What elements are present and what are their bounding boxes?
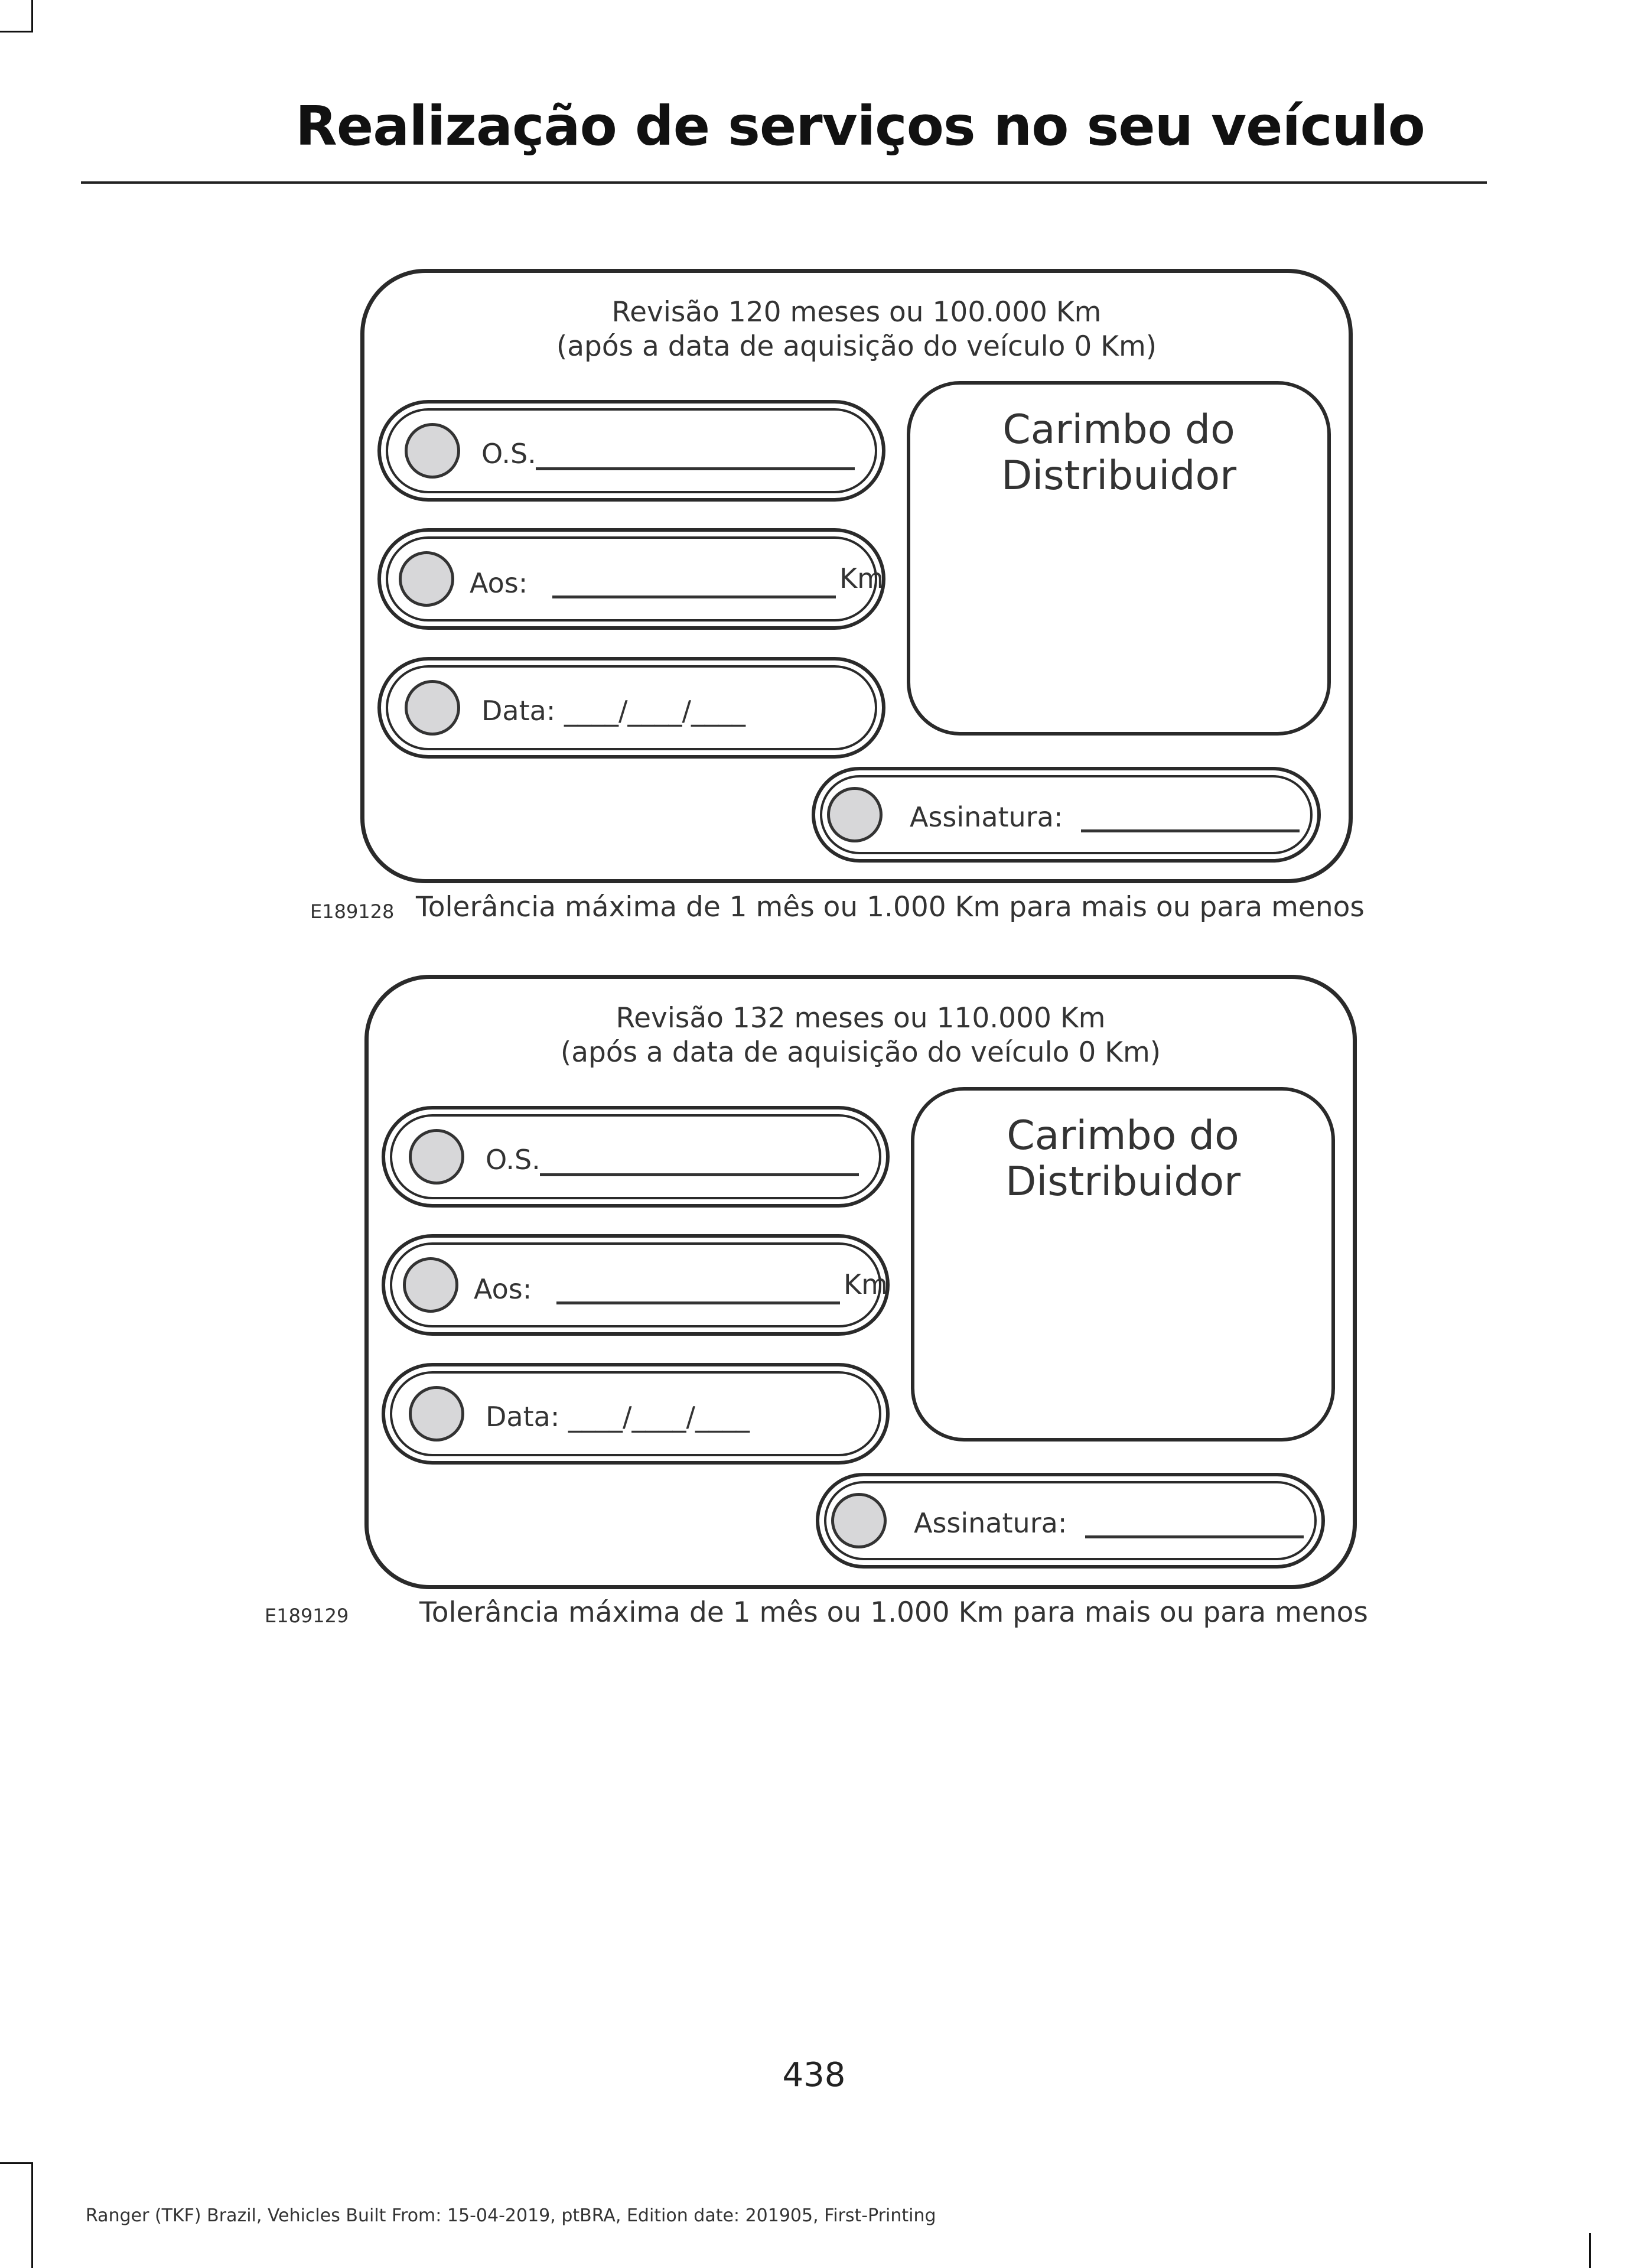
dealer-stamp-box	[911, 1087, 1335, 1442]
crop-mark	[0, 2162, 33, 2164]
checkbox-circle[interactable]	[409, 1386, 464, 1442]
form-heading-line2: (após a data de aquisição do veículo 0 Km)	[560, 1036, 1161, 1069]
stamp-label-line2: Distribuidor	[1005, 1159, 1241, 1205]
signature-field[interactable]	[816, 1473, 1325, 1569]
tolerance-note: Tolerância máxima de 1 mês ou 1.000 Km para mais ou para menos	[419, 1596, 1368, 1629]
checkbox-circle[interactable]	[827, 787, 883, 842]
crop-mark	[1589, 2233, 1591, 2268]
tolerance-note: Tolerância máxima de 1 mês ou 1.000 Km para mais ou para menos	[416, 891, 1365, 923]
os-field[interactable]	[377, 400, 885, 502]
signature-label: Assinatura:	[910, 801, 1063, 833]
aos-label: Aos:	[470, 567, 528, 599]
date-label: Data: ____/____/____	[481, 695, 745, 727]
footer-edition-info: Ranger (TKF) Brazil, Vehicles Built From: 15-04-2019, ptBRA, Edition date: 201905, First-Printing	[86, 2205, 936, 2226]
signature-field[interactable]	[812, 767, 1321, 863]
os-write-line	[536, 467, 855, 470]
dealer-stamp-box	[907, 381, 1331, 736]
date-field[interactable]	[377, 657, 885, 759]
os-label: O.S.	[486, 1144, 541, 1176]
km-write-line	[552, 596, 836, 598]
checkbox-circle[interactable]	[399, 551, 454, 607]
km-unit: Km	[844, 1268, 888, 1300]
signature-label: Assinatura:	[914, 1507, 1067, 1539]
date-label: Data: ____/____/____	[486, 1401, 750, 1433]
stamp-label-line1: Carimbo do	[1002, 406, 1235, 453]
signature-write-line	[1081, 829, 1300, 832]
date-field[interactable]	[382, 1363, 890, 1465]
service-form-card	[364, 975, 1357, 1589]
km-unit: Km	[839, 562, 884, 594]
title-divider	[81, 181, 1487, 184]
form-heading-line1: Revisão 120 meses ou 100.000 Km	[611, 296, 1102, 328]
stamp-label-line1: Carimbo do	[1007, 1112, 1239, 1159]
km-write-line	[556, 1301, 840, 1304]
checkbox-circle[interactable]	[405, 423, 460, 479]
crop-mark	[0, 31, 33, 32]
crop-mark	[31, 2162, 33, 2268]
service-form-card	[360, 269, 1353, 883]
figure-id: E189129	[265, 1605, 349, 1627]
aos-field[interactable]	[377, 528, 885, 630]
figure-id: E189128	[310, 900, 395, 923]
signature-write-line	[1085, 1535, 1304, 1538]
form-heading-line1: Revisão 132 meses ou 110.000 Km	[616, 1002, 1106, 1034]
crop-mark	[31, 0, 33, 32]
form-heading-line2: (após a data de aquisição do veículo 0 Km)	[556, 330, 1157, 363]
aos-label: Aos:	[474, 1273, 532, 1305]
os-label: O.S.	[481, 438, 536, 470]
page-number: 438	[782, 2056, 846, 2094]
checkbox-circle[interactable]	[831, 1493, 887, 1548]
stamp-label-line2: Distribuidor	[1001, 453, 1237, 499]
os-write-line	[540, 1173, 859, 1176]
checkbox-circle[interactable]	[409, 1129, 464, 1185]
checkbox-circle[interactable]	[405, 680, 460, 736]
page-title: Realização de serviços no seu veículo	[295, 95, 1425, 158]
checkbox-circle[interactable]	[403, 1257, 458, 1313]
os-field[interactable]	[382, 1106, 890, 1208]
aos-field[interactable]	[382, 1234, 890, 1336]
